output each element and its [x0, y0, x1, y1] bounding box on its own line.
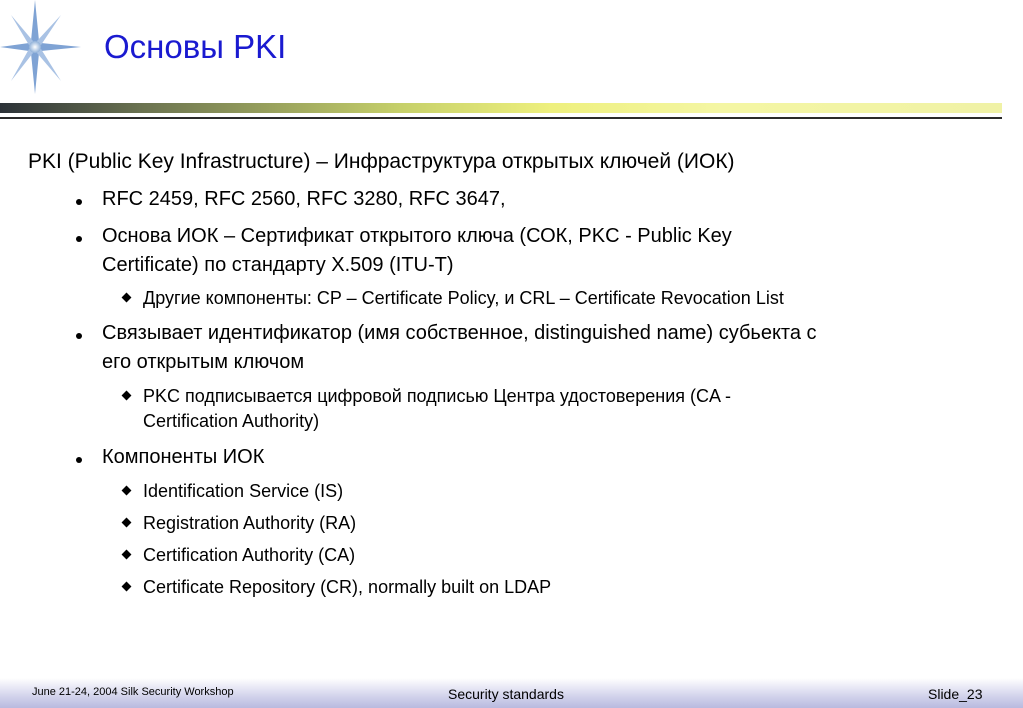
bullet-dot: [76, 236, 82, 242]
bullet-dot: [76, 457, 82, 463]
bullet-diamond: [122, 550, 132, 560]
title-gradient-bar: [0, 103, 1002, 113]
bullet-diamond: [122, 486, 132, 496]
sub-bullet-ca-line1: PKC подписывается цифровой подписью Центра удостоверения (CA -: [143, 386, 731, 406]
sub-bullet-component: Certificate Repository (CR), normally built on LDAP: [143, 577, 552, 597]
bullet-binding-line2: его открытым ключом: [102, 351, 305, 373]
body-heading: PKI (Public Key Infrastructure) – Инфраструктура открытых ключей (ИОК): [28, 150, 735, 173]
sub-bullet-component: Registration Authority (RA): [143, 513, 357, 533]
bullet-binding-line1: Связывает идентификатор (имя собственное, distinguished name) субьекта с: [102, 322, 817, 344]
sub-bullet-component: Identification Service (IS): [143, 481, 344, 501]
bullet-diamond: [122, 518, 132, 528]
bullet-diamond: [122, 582, 132, 592]
sub-bullet-ca-line2: Certification Authority): [143, 411, 320, 431]
bullet-rfc: RFC 2459, RFC 2560, RFC 3280, RFC 3647,: [102, 188, 506, 210]
footer-section: Security standards: [448, 686, 564, 702]
bullet-pkc-line1: Основа ИОК – Сертификат открытого ключа (СОК, PKC - Public Key: [102, 225, 732, 247]
sub-bullet-cp-crl: Другие компоненты: CP – Certificate Policy, и CRL – Certificate Revocation List: [143, 288, 784, 308]
title-rule: [0, 117, 1002, 119]
footer-event: June 21-24, 2004 Silk Security Workshop: [32, 686, 234, 698]
bullet-diamond: [122, 293, 132, 303]
bullet-pkc-line2: Certificate) по стандарту X.509 (ITU-T): [102, 254, 454, 276]
footer-slide-number: Slide_23: [928, 686, 983, 702]
bullet-dot: [76, 199, 82, 205]
bullet-dot: [76, 333, 82, 339]
sub-bullet-component: Certification Authority (CA): [143, 545, 356, 565]
bullet-components: Компоненты ИОК: [102, 446, 265, 468]
slide-title: Основы PKI: [104, 28, 287, 65]
star-burst-icon: [0, 0, 84, 100]
slide-footer: [0, 678, 1023, 708]
bullet-diamond: [122, 391, 132, 401]
